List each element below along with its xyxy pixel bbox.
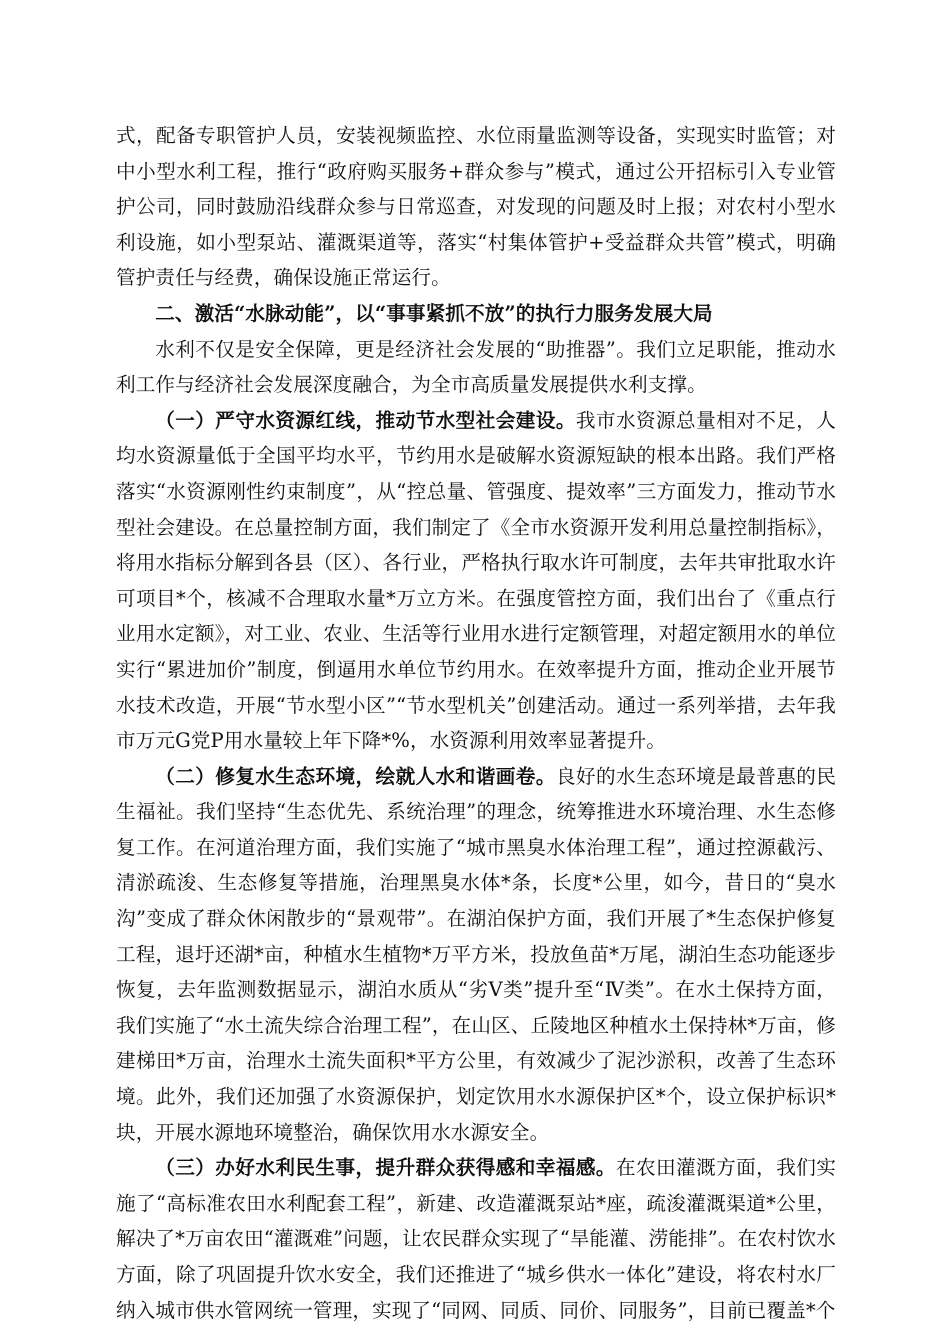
subsection-lead-1: （一）严守水资源红线，推动节水型社会建设。 (155, 408, 576, 432)
continued-paragraph: 式，配备专职管护人员，安装视频监控、水位雨量监测等设备，实现实时监管；对中小型水利工程，推行“政府购买服务+群众参与”模式，通过公开招标引入专业管护公司，同时鼓励沿线群众参与日常巡查，对发现的问题及时上报；对农村小型水利设施，如小型泵站、灌溉渠道等，落实“村集体管护+受益群众共管”模式，明确管护责任与经费，确保设施正常运行。 (116, 124, 836, 290)
intro-paragraph: 水利不仅是安全保障，更是经济社会发展的“助推器”。我们立足职能，推动水利工作与经济社会发展深度融合，为全市高质量发展提供水利支撑。 (116, 337, 836, 397)
subsection-paragraph-1 (116, 403, 836, 759)
subsection-lead-2: （二）修复水生态环境，绘就人水和谐画卷。 (155, 764, 556, 788)
subsection-paragraph-3 (116, 1150, 836, 1328)
subsection-body-2: 良好的水生态环境是最普惠的民生福祉。我们坚持“生态优先、系统治理”的理念，统筹推进水环境治理、水生态修复工作。在河道治理方面，我们实施了“城市黑臭水体治理工程”，通过控源截污、清淤疏浚、生态修复等措施，治理黑臭水体*条，长度*公里，如今，昔日的“臭水沟”变成了群众休闲散步的“景观带”。在湖泊保护方面，我们开展了*生态保护修复工程，退圩还湖*亩，种植水生植物*万平方米，投放鱼苗*万尾，湖泊生态功能逐步恢复，去年监测数据显示，湖泊水质从“劣Ⅴ类”提升至“Ⅳ类”。在水土保持方面，我们实施了“水土流失综合治理工程”，在山区、丘陵地区种植水土保持林*万亩，修建梯田*万亩，治理水土流失面积*平方公里，有效减少了泥沙淤积，改善了生态环境。此外，我们还加强了水资源保护，划定饮用水水源保护区*个，设立保护标识*块，开展水源地环境整治，确保饮用水水源安全。 (116, 764, 837, 1144)
document-body (116, 118, 836, 1328)
section-heading: 二、激活“水脉动能”，以“事事紧抓不放”的执行力服务发展大局 (155, 301, 713, 325)
subsection-body-1: 我市水资源总量相对不足，人均水资源量低于全国平均水平，节约用水是破解水资源短缺的根本出路。我们严格落实“水资源刚性约束制度”，从“控总量、管强度、提效率”三方面发力，推动节水型社会建设。在总量控制方面，我们制定了《全市水资源开发利用总量控制指标》，将用水指标分解到各县（区）、各行业，严格执行取水许可制度，去年共审批取水许可项目*个，核减不合理取水量*万立方米。在强度管控方面，我们出台了《重点行业用水定额》，对工业、农业、生活等行业用水进行定额管理，对超定额用水的单位实行“累进加价”制度，倒逼用水单位节约用水。在效率提升方面，推动企业开展节水技术改造，开展“节水型小区”“节水型机关”创建活动。通过一系列举措，去年我市万元G党P用水量较上年下降*%，水资源利用效率显著提升。 (116, 408, 836, 753)
subsection-lead-3: （三）办好水利民生事，提升群众获得感和幸福感。 (155, 1156, 616, 1180)
subsection-paragraph-2 (116, 759, 836, 1151)
subsection-body-3: 在农田灌溉方面，我们实施了“高标准农田水利配套工程”，新建、改造灌溉泵站*座，疏浚灌溉渠道*公里，解决了*万亩农田“灌溉难”问题，让农民群众实现了“旱能灌、涝能排”。在农村饮水方面，除了巩固提升饮水安全，我们还推进了“城乡供水一体化”建设，将农村水厂纳入城市供水管网统一管理，实现了“同网、同质、同价、同服务”，目前已覆盖*个 (116, 1156, 836, 1322)
